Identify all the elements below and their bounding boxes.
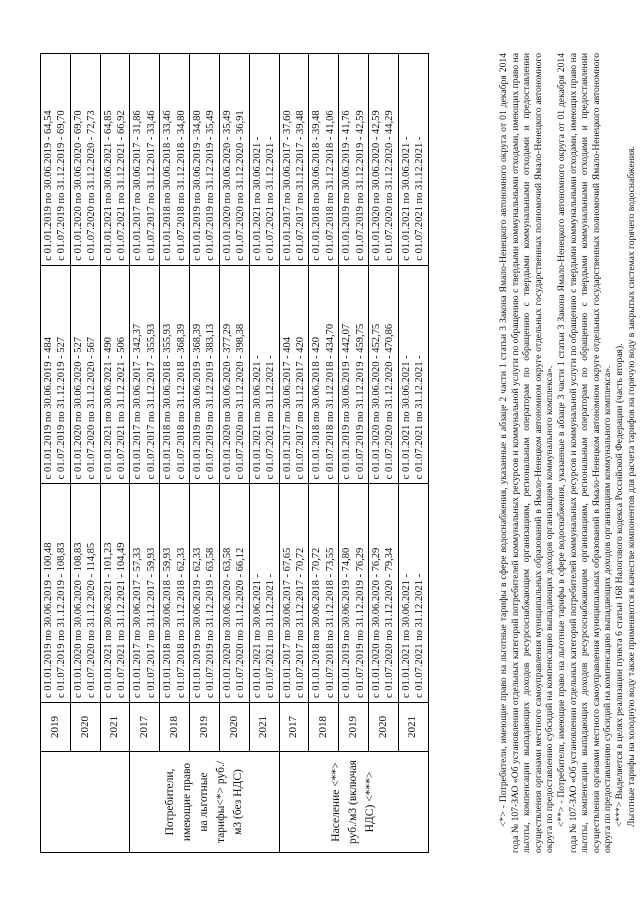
- year-cell: 2018: [309, 703, 339, 752]
- tariff-cell-1: [339, 484, 369, 703]
- tariff-period: с 01.07.2020 по 31.12.2020 - 44,29: [384, 110, 396, 261]
- tariff-cell-1: [309, 484, 339, 703]
- tariff-period: с 01.07.2021 по 31.12.2021 -: [265, 573, 277, 698]
- tariff-period: с 01.07.2020 по 31.12.2020 - 567: [86, 336, 98, 480]
- tariff-period: с 01.01.2018 по 30.06.2018 - 33,46: [162, 110, 174, 261]
- tariff-cell-1: [398, 484, 428, 703]
- tariff-cell-3: [279, 54, 309, 266]
- tariff-period: с 01.01.2019 по 30.06.2019 - 442,07: [341, 323, 353, 480]
- tariff-period: с 01.07.2021 по 31.12.2021 -: [414, 355, 426, 480]
- table-row: [100, 54, 130, 853]
- tariff-cell-2: [70, 265, 100, 484]
- tariff-period: с 01.07.2021 по 31.12.2021 -: [414, 136, 426, 261]
- tariff-period: с 01.01.2021 по 30.06.2021 -: [251, 573, 263, 698]
- table-row: [70, 54, 100, 853]
- tariff-period: с 01.01.2017 по 30.06.2017 - 31,86: [132, 110, 144, 261]
- tariff-period: с 01.01.2017 по 30.06.2017 - 342,37: [132, 323, 144, 480]
- category-cell: Потребители, имеющие право на льготные тарифы<*> руб./м3 (без НДС): [130, 752, 279, 853]
- tariff-period: с 01.07.2017 по 31.12.2017 - 70,72: [294, 547, 306, 698]
- tariff-period: с 01.01.2017 по 30.06.2017 - 67,65: [281, 547, 293, 698]
- tariff-period: с 01.07.2019 по 31.12.2019 - 63,58: [205, 547, 217, 698]
- tariff-period: с 01.07.2019 по 31.12.2019 - 383,13: [205, 323, 217, 480]
- tariff-period: с 01.07.2020 по 31.12.2020 - 114,85: [86, 542, 98, 698]
- tariff-period: с 01.07.2019 по 31.12.2019 - 527: [56, 336, 68, 480]
- tariff-cell-2: [130, 265, 160, 484]
- tariff-period: с 01.01.2019 по 30.06.2019 - 41,76: [341, 110, 353, 261]
- table-row: [309, 54, 339, 853]
- tariff-cell-2: [279, 265, 309, 484]
- year-cell: 2020: [368, 703, 398, 752]
- tariff-period: с 01.01.2019 по 30.06.2019 - 64,54: [43, 110, 54, 261]
- tariff-cell-2: [368, 265, 398, 484]
- tariff-period: с 01.07.2021 по 31.12.2021 -: [414, 573, 426, 698]
- tariff-cell-2: [100, 265, 130, 484]
- tariff-period: с 01.07.2018 по 31.12.2018 - 434,70: [324, 323, 336, 480]
- footnotes: [498, 53, 637, 853]
- footnote-1: <*> - Потребители, имеющие право на льготные тарифы в сфере водоснабжения, указанные в абзаце 2 части 1 статьи 3 Закона Ямало-Ненецкого автономного округа от 01 декабря 2014 года № 107-ЗАО «Об установлении отдельных категорий потребителей коммунальных ресурсов и коммунальной услуги по обращению с твердыми коммунальными отходами, имеющих право на льготы, компенсации выпадающих доходов ресурсоснабжающим организациям, региональным операторам по обращению с твердыми коммунальными отходами и предоставлении осуществления органами местного самоуправления муниципальных образований в Ямало-Ненецком автономном округе отдельных государственных полномочий Ямало-Ненецкого автономного округа по предоставлению субсидий на компенсацию выпадающих доходов организациям коммунального комплекса».: [498, 53, 556, 853]
- tariff-period: с 01.01.2018 по 30.06.2018 - 39,48: [311, 110, 323, 261]
- tariff-period: с 01.07.2018 по 31.12.2018 - 34,80: [175, 110, 187, 261]
- table-row: [160, 54, 190, 853]
- tariff-period: с 01.01.2021 по 30.06.2021 - 101,23: [102, 542, 114, 698]
- tariff-period: с 01.01.2020 по 30.06.2020 - 377,29: [221, 323, 233, 480]
- table-row: [219, 54, 249, 853]
- tariff-period: с 01.01.2021 по 30.06.2021 -: [400, 136, 412, 261]
- footnote-4: Льготные тарифы на холодную воду также применяются в качестве компонентов для расчета тарифов на горячую воду в закрытых системах горячего водоснабжения.: [625, 146, 637, 827]
- year-cell: 2017: [279, 703, 309, 752]
- tariff-cell-1: [219, 484, 249, 703]
- tariff-period: с 01.07.2021 по 31.12.2021 - 104,49: [116, 542, 128, 698]
- year-cell: 2020: [219, 703, 249, 752]
- tariff-period: с 01.07.2020 по 31.12.2020 - 398,38: [235, 323, 247, 480]
- tariff-period: с 01.01.2020 по 30.06.2020 - 42,59: [370, 110, 382, 261]
- tariff-period: с 01.01.2020 по 30.06.2020 - 69,70: [72, 110, 84, 261]
- tariff-period: с 01.01.2018 по 30.06.2018 - 355,93: [162, 323, 174, 480]
- year-cell: 2018: [160, 703, 190, 752]
- tariff-table: [40, 53, 429, 853]
- tariff-period: с 01.07.2020 по 31.12.2020 - 66,12: [235, 547, 247, 698]
- tariff-period: с 01.01.2019 по 30.06.2019 - 62,33: [192, 547, 204, 698]
- tariff-cell-3: [160, 54, 190, 266]
- tariff-cell-1: [190, 484, 220, 703]
- tariff-cell-1: [249, 484, 279, 703]
- year-cell: 2021: [100, 703, 130, 752]
- table-row: [279, 54, 309, 853]
- tariff-table-body: [41, 54, 429, 853]
- tariff-cell-3: [368, 54, 398, 266]
- tariff-period: с 01.01.2018 по 30.06.2018 - 59,93: [162, 547, 174, 698]
- tariff-cell-2: [309, 265, 339, 484]
- year-cell: 2019: [41, 703, 71, 752]
- tariff-period: с 01.01.2018 по 30.06.2018 - 420: [311, 336, 323, 480]
- tariff-cell-1: [160, 484, 190, 703]
- tariff-cell-3: [100, 54, 130, 266]
- tariff-period: с 01.07.2018 по 31.12.2018 - 73,55: [324, 547, 336, 698]
- table-row: [41, 54, 71, 853]
- tariff-period: с 01.01.2019 по 30.06.2019 - 74,80: [341, 547, 353, 698]
- tariff-period: с 01.07.2019 по 31.12.2019 - 69,70: [56, 110, 68, 261]
- category-cell-continued: [41, 752, 130, 853]
- category-cell: Население <**> руб./м3 (включая НДС) <***>: [279, 752, 428, 853]
- tariff-cell-2: [190, 265, 220, 484]
- tariff-period: с 01.01.2020 по 30.06.2020 - 527: [72, 336, 84, 480]
- tariff-period: с 01.07.2019 по 31.12.2019 - 42,59: [354, 110, 366, 261]
- tariff-cell-3: [219, 54, 249, 266]
- tariff-cell-3: [309, 54, 339, 266]
- tariff-period: с 01.01.2021 по 30.06.2021 -: [400, 573, 412, 698]
- tariff-period: с 01.07.2020 по 31.12.2020 - 36,91: [235, 110, 247, 261]
- tariff-cell-3: [41, 54, 71, 266]
- tariff-cell-2: [398, 265, 428, 484]
- footnote-2: <**> - Потребители, имеющие право на льготные тарифы в сфере водоснабжения, указанные в абзаце 3 части 1 статьи 3 Закона Ямало-Ненецкого автономного округа от 01 декабря 2014 года № 107-ЗАО «Об установлении отдельных категорий потребителей коммунальных ресурсов и коммунальной услуги по обращению с твердыми коммунальными отходами, имеющих право на льготы, компенсации выпадающих доходов ресурсоснабжающим организациям, региональным операторам по обращению с твердыми коммунальными отходами и предоставлении осуществления органами местного самоуправления муниципальных образований в Ямало-Ненецком автономном округе отдельных государственных полномочий Ямало-Ненецкого автономного округа по предоставлению субсидий на компенсацию выпадающих доходов организациям коммунального комплекса».: [555, 53, 614, 853]
- tariff-period: с 01.01.2017 по 30.06.2017 - 37,60: [281, 110, 293, 261]
- tariff-cell-1: [130, 484, 160, 703]
- tariff-cell-1: [368, 484, 398, 703]
- tariff-cell-2: [339, 265, 369, 484]
- tariff-period: с 01.01.2020 по 30.06.2020 - 35,49: [221, 110, 233, 261]
- year-cell: 2020: [70, 703, 100, 752]
- tariff-period: с 01.07.2019 по 31.12.2019 - 108,83: [56, 542, 68, 698]
- tariff-period: с 01.01.2019 по 30.06.2019 - 368,39: [192, 323, 204, 480]
- table-row: [398, 54, 428, 853]
- year-cell: 2017: [130, 703, 160, 752]
- tariff-cell-1: [70, 484, 100, 703]
- tariff-period: с 01.01.2017 по 30.06.2017 - 404: [281, 336, 293, 480]
- tariff-period: с 01.07.2018 по 31.12.2018 - 62,33: [175, 547, 187, 698]
- tariff-period: с 01.07.2017 по 31.12.2017 - 39,48: [294, 110, 306, 261]
- tariff-period: с 01.07.2020 по 31.12.2020 - 470,86: [384, 323, 396, 480]
- year-cell: 2021: [398, 703, 428, 752]
- tariff-period: с 01.01.2019 по 30.06.2019 - 34,80: [192, 110, 204, 261]
- year-cell: 2019: [339, 703, 369, 752]
- tariff-period: с 01.01.2021 по 30.06.2021 -: [251, 355, 263, 480]
- table-row: [368, 54, 398, 853]
- tariff-period: с 01.07.2019 по 31.12.2019 - 459,75: [354, 323, 366, 480]
- footnote-3: <***> Выделяется в целях реализации пункта 6 статьи 168 Налогового кодекса Российской Федерации (часть вторая).: [613, 343, 625, 827]
- tariff-period: с 01.07.2017 по 31.12.2017 - 59,93: [145, 547, 157, 698]
- year-cell: 2019: [190, 703, 220, 752]
- tariff-cell-2: [249, 265, 279, 484]
- tariff-period: с 01.07.2021 по 31.12.2021 - 66,92: [116, 110, 128, 261]
- tariff-cell-2: [41, 265, 71, 484]
- tariff-period: с 01.01.2021 по 30.06.2021 -: [400, 355, 412, 480]
- tariff-cell-3: [249, 54, 279, 266]
- tariff-period: с 01.07.2021 по 31.12.2021 -: [265, 136, 277, 261]
- tariff-cell-3: [339, 54, 369, 266]
- tariff-period: с 01.07.2021 по 31.12.2021 - 506: [116, 336, 128, 480]
- tariff-period: с 01.01.2018 по 30.06.2018 - 70,72: [311, 547, 323, 698]
- tariff-period: с 01.07.2017 по 31.12.2017 - 355,93: [145, 323, 157, 480]
- tariff-period: с 01.01.2021 по 30.06.2021 - 64,85: [102, 110, 114, 261]
- tariff-period: с 01.01.2020 по 30.06.2020 - 63,58: [221, 547, 233, 698]
- tariff-cell-3: [70, 54, 100, 266]
- tariff-cell-1: [279, 484, 309, 703]
- tariff-period: с 01.07.2021 по 31.12.2021 -: [265, 355, 277, 480]
- tariff-period: с 01.07.2019 по 31.12.2019 - 35,49: [205, 110, 217, 261]
- tariff-period: с 01.01.2020 по 30.06.2020 - 76,29: [370, 547, 382, 698]
- tariff-period: с 01.01.2021 по 30.06.2021 -: [251, 136, 263, 261]
- table-row: [190, 54, 220, 853]
- year-cell: 2021: [249, 703, 279, 752]
- tariff-cell-3: [190, 54, 220, 266]
- tariff-period: с 01.01.2019 по 30.06.2019 - 100,48: [43, 542, 54, 698]
- tariff-period: с 01.01.2017 по 30.06.2017 - 57,33: [132, 547, 144, 698]
- tariff-cell-2: [160, 265, 190, 484]
- tariff-period: с 01.07.2020 по 31.12.2020 - 72,73: [86, 110, 98, 261]
- tariff-cell-2: [219, 265, 249, 484]
- tariff-period: с 01.07.2018 по 31.12.2018 - 368,39: [175, 323, 187, 480]
- tariff-period: с 01.07.2020 по 31.12.2020 - 79,34: [384, 547, 396, 698]
- tariff-period: с 01.07.2017 по 31.12.2017 - 420: [294, 336, 306, 480]
- tariff-period: с 01.01.2020 по 30.06.2020 - 452,75: [370, 323, 382, 480]
- tariff-period: с 01.07.2017 по 31.12.2017 - 33,46: [145, 110, 157, 261]
- table-row: [249, 54, 279, 853]
- tariff-period: с 01.07.2018 по 31.12.2018 - 41,06: [324, 110, 336, 261]
- tariff-cell-3: [398, 54, 428, 266]
- tariff-period: с 01.01.2019 по 30.06.2019 - 484: [43, 336, 54, 480]
- tariff-cell-1: [41, 484, 71, 703]
- table-row: [339, 54, 369, 853]
- tariff-period: с 01.07.2019 по 31.12.2019 - 76,29: [354, 547, 366, 698]
- tariff-period: с 01.01.2020 по 30.06.2020 - 108,83: [72, 542, 84, 698]
- tariff-cell-3: [130, 54, 160, 266]
- tariff-cell-1: [100, 484, 130, 703]
- table-row: [130, 54, 160, 853]
- tariff-period: с 01.01.2021 по 30.06.2021 - 490: [102, 336, 114, 480]
